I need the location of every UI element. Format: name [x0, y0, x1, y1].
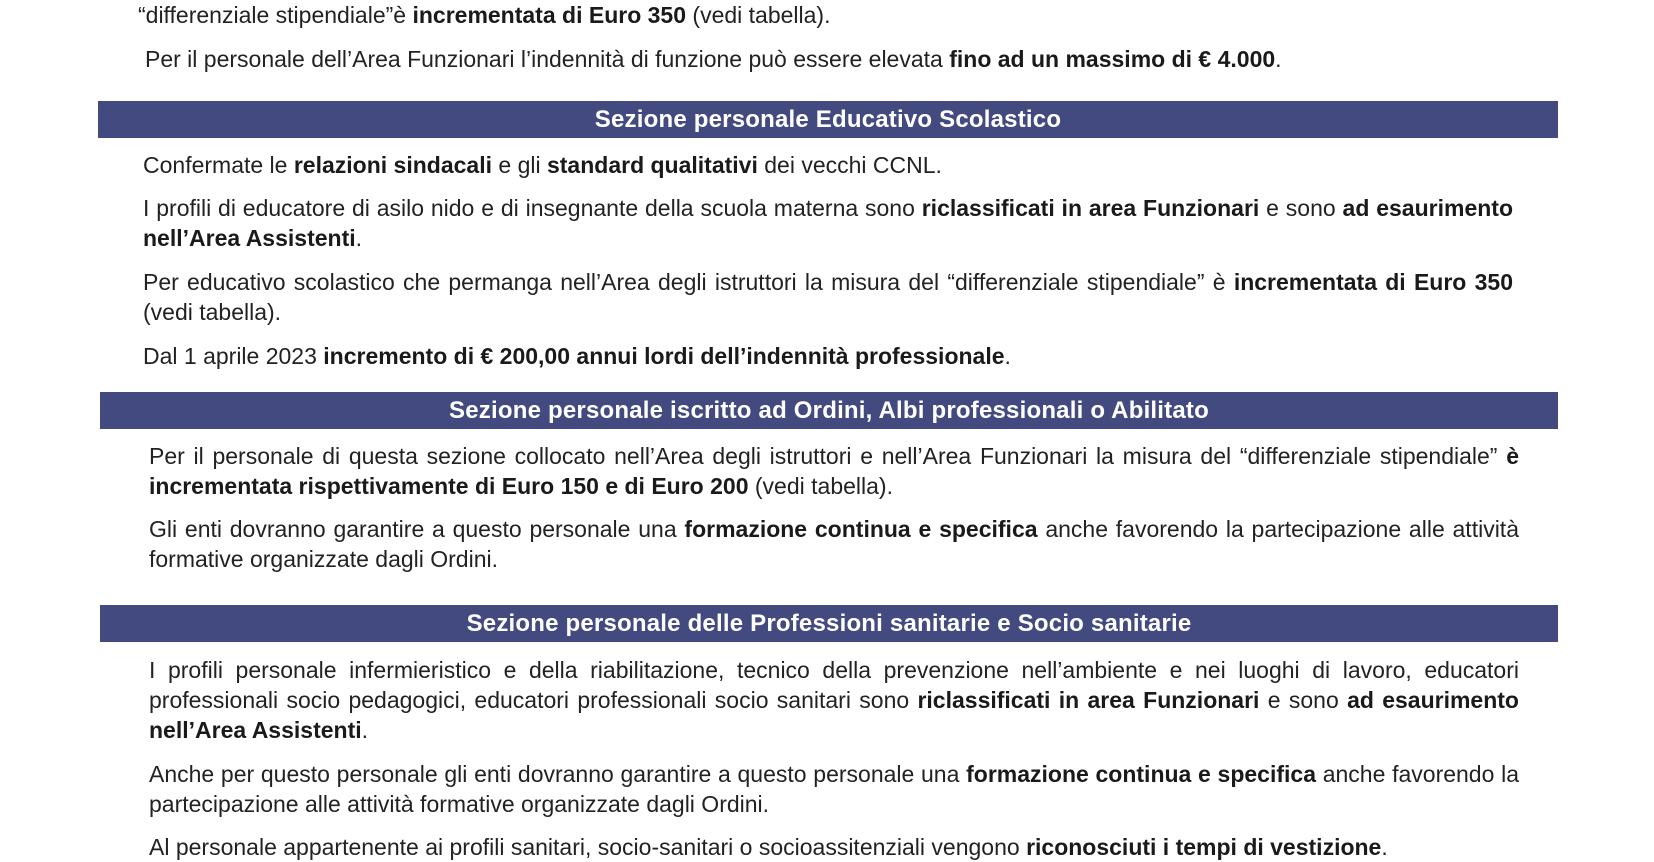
text-run: Confermate le — [143, 152, 294, 178]
bold-text-run: standard qualitativi — [546, 152, 758, 178]
bold-text-run: riclassificati in area Funzionari — [921, 195, 1260, 221]
text-run: . — [355, 225, 363, 251]
text-run: Dal 1 aprile 2023 — [143, 343, 324, 369]
bold-text-run: relazioni sindacali — [293, 152, 492, 178]
bold-text-run: è incrementata rispettivamente di Euro 150 e di Euro 200 — [149, 443, 1519, 499]
text-run: dei vecchi CCNL. — [757, 152, 942, 178]
bold-text-run: riclassificati in area Funzionari — [917, 687, 1260, 713]
text-run: (vedi tabella). — [686, 2, 831, 28]
bold-text-run: ad esaurimento nell’Area Assistenti — [149, 687, 1519, 743]
section-header-educativo: Sezione personale Educativo Scolastico — [98, 101, 1558, 138]
bold-text-run: incrementata di Euro 350 — [412, 2, 687, 28]
text-run: Gli enti dovranno garantire a questo personale una — [149, 516, 685, 542]
text-run: Per il personale di questa sezione collocato nell’Area degli istruttori e nell’Area Funzionari la misura del “differenziale stipendiale” — [149, 443, 1507, 469]
bold-text-run: formazione continua e specifica — [966, 761, 1316, 787]
bold-text-run: formazione continua e specifica — [684, 516, 1038, 542]
section-header-ordini: Sezione personale iscritto ad Ordini, Albi professionali o Abilitato — [100, 392, 1558, 429]
text-run: (vedi tabella). — [143, 299, 282, 325]
text-run: Al personale appartenente ai profili sanitari, socio-sanitari o socioassitenziali vengono — [149, 834, 1027, 860]
text-run: (vedi tabella). — [748, 473, 893, 499]
section-paragraph — [143, 150, 1513, 180]
section-header-sanitarie: Sezione personale delle Professioni sanitarie e Socio sanitarie — [100, 605, 1558, 642]
text-run: Per il personale dell’Area Funzionari l’indennità di funzione può essere elevata — [145, 46, 950, 72]
text-run: anche favorendo la partecipazione alle attività formative organizzate dagli Ordini. — [149, 761, 1520, 817]
text-run: . — [1275, 46, 1282, 72]
section-paragraph — [149, 832, 1519, 862]
text-run: . — [1381, 834, 1388, 860]
section-paragraph — [143, 341, 1513, 371]
text-run: e sono — [1259, 687, 1348, 713]
bold-text-run: incremento di € 200,00 annui lordi dell’indennità professionale — [323, 343, 1005, 369]
text-run: I profili personale infermieristico e della riabilitazione, tecnico della prevenzione nell’ambiente e nei luoghi di lavoro, educatori professionali socio pedagogici, educatori professionali socio sanitari sono — [149, 657, 1519, 713]
intro-line-2 — [145, 44, 1525, 74]
text-run: e sono — [1259, 195, 1343, 221]
intro-line-1 — [138, 0, 1518, 30]
text-run: anche favorendo la partecipazione alle attività formative organizzate dagli Ordini. — [149, 516, 1519, 572]
section-paragraph — [149, 759, 1519, 819]
section-paragraph — [149, 655, 1519, 745]
section-paragraph — [143, 267, 1513, 327]
bold-text-run: fino ad un massimo di € 4.000 — [949, 46, 1276, 72]
section-paragraph — [143, 193, 1513, 253]
text-run: . — [361, 717, 369, 743]
bold-text-run: ad esaurimento nell’Area Assistenti — [143, 195, 1513, 251]
bold-text-run: riconosciuti i tempi di vestizione — [1026, 834, 1382, 860]
bold-text-run: incrementata di Euro 350 — [1233, 269, 1514, 295]
text-run: “differenziale stipendiale”è — [138, 2, 413, 28]
section-paragraph — [149, 441, 1519, 501]
text-run: . — [1004, 343, 1011, 369]
text-run: Per educativo scolastico che permanga nell’Area degli istruttori la misura del “differenziale stipendiale” è — [143, 269, 1234, 295]
text-run: I profili di educatore di asilo nido e di insegnante della scuola materna sono — [143, 195, 922, 221]
text-run: e gli — [492, 152, 547, 178]
text-run: Anche per questo personale gli enti dovranno garantire a questo personale una — [149, 761, 967, 787]
section-paragraph — [149, 514, 1519, 574]
